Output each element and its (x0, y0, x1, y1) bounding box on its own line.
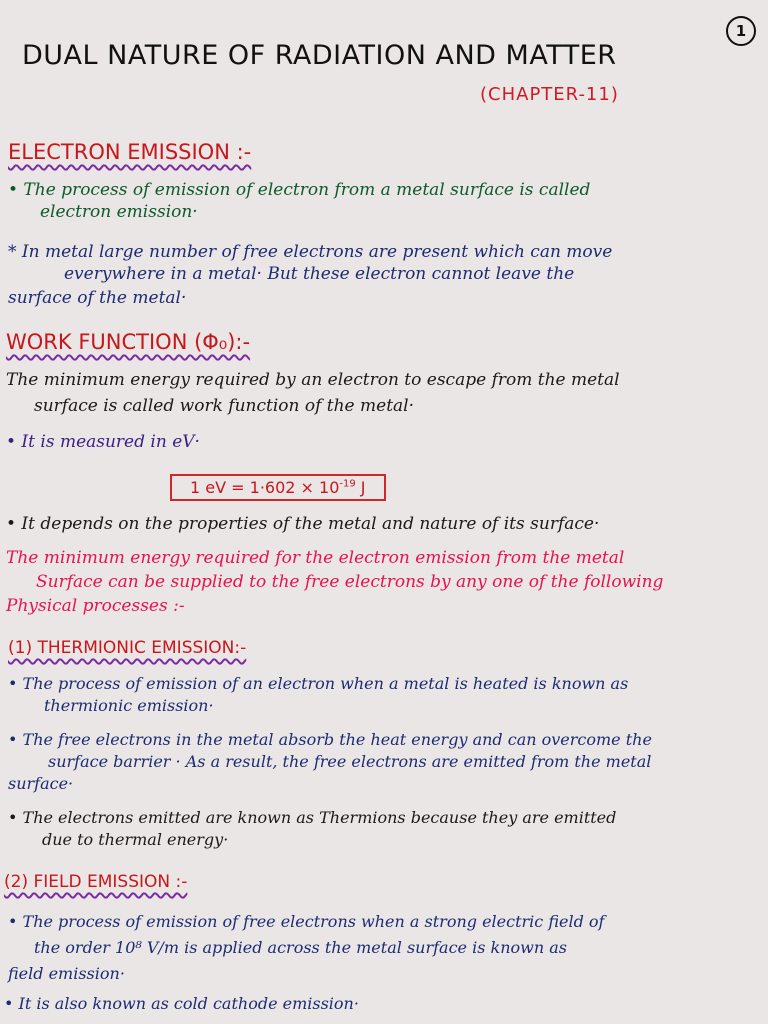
work-function-unit-line: • It is measured in eV· (6, 432, 200, 452)
formula-main: 1 eV = 1·602 × 10 (190, 478, 340, 497)
free-electron-note-line-1: * In metal large number of free electrons are present which can move (8, 242, 613, 262)
chapter-label: (CHAPTER-11) (480, 84, 619, 105)
formula-unit: J (355, 478, 366, 497)
work-function-definition-line-1: The minimum energy required by an electron to escape from the metal (6, 370, 620, 390)
thermionic-bullet-3-line-1: • The electrons emitted are known as Thermions because they are emitted (8, 808, 617, 827)
thermionic-bullet-2-line-1: • The free electrons in the metal absorb the heat energy and can overcome the (8, 730, 652, 749)
ev-conversion-formula (170, 474, 386, 501)
free-electron-note-line-3: surface of the metal· (8, 288, 187, 308)
thermionic-bullet-1-line-1: • The process of emission of an electron when a metal is heated is known as (8, 674, 629, 693)
field-emission-bullet-1-line-3: field emission· (8, 964, 125, 983)
formula-exponent: -19 (339, 478, 356, 490)
thermionic-bullet-3-line-2: due to thermal energy· (42, 830, 229, 849)
electron-emission-definition-line-1: • The process of emission of electron from a metal surface is called (8, 180, 591, 200)
thermionic-bullet-1-line-2: thermionic emission· (44, 696, 214, 715)
page-number: 1 (726, 16, 756, 46)
free-electron-note-line-2: everywhere in a metal· But these electron cannot leave the (64, 264, 575, 284)
field-emission-bullet-2-line-1: • It is also known as cold cathode emission· (4, 994, 359, 1013)
heading-electron-emission: ELECTRON EMISSION :- (8, 140, 252, 164)
heading-work-function: WORK FUNCTION (Φ₀):- (6, 330, 251, 354)
emission-energy-note-line-3: Physical processes :- (6, 596, 185, 616)
emission-energy-note-line-1: The minimum energy required for the electron emission from the metal (6, 548, 625, 568)
work-function-depends-line: • It depends on the properties of the metal and nature of its surface· (6, 514, 600, 534)
field-emission-bullet-1-line-2: the order 10⁸ V/m is applied across the metal surface is known as (34, 938, 567, 957)
thermionic-bullet-2-line-2: surface barrier · As a result, the free electrons are emitted from the metal (48, 752, 652, 771)
thermionic-bullet-2-line-3: surface· (8, 774, 74, 793)
field-emission-bullet-1-line-1: • The process of emission of free electrons when a strong electric field of (8, 912, 605, 931)
electron-emission-definition-line-2: electron emission· (40, 202, 198, 222)
heading-field-emission: (2) FIELD EMISSION :- (4, 872, 188, 892)
page-title: DUAL NATURE OF RADIATION AND MATTER (22, 40, 617, 71)
emission-energy-note-line-2: Surface can be supplied to the free electrons by any one of the following (36, 572, 664, 592)
heading-thermionic-emission: (1) THERMIONIC EMISSION:- (8, 638, 247, 658)
work-function-definition-line-2: surface is called work function of the metal· (34, 396, 415, 416)
